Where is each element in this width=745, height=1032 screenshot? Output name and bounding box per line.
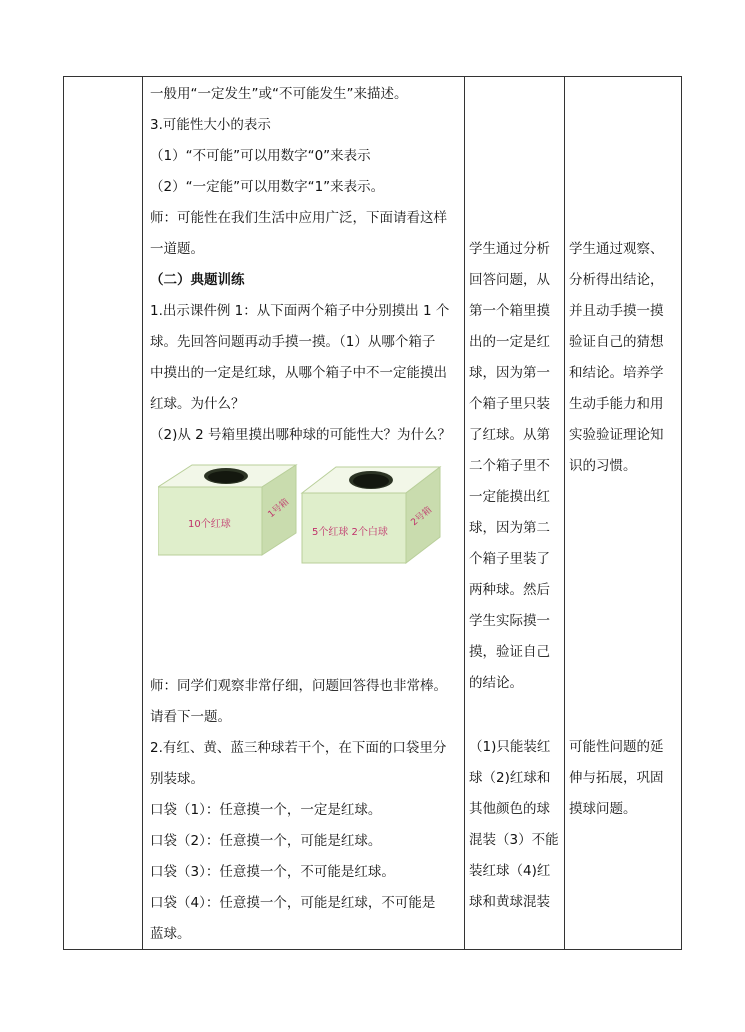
text-line: 可能性问题的延	[569, 739, 664, 755]
column-divider-1	[142, 77, 143, 949]
box-2-label: 5个红球 2个白球	[312, 527, 388, 538]
text-line: 口袋（2）：任意摸一个，可能是红球。	[150, 833, 382, 849]
boxes-figure	[158, 457, 458, 607]
student-activity-block-1	[469, 234, 563, 699]
text-line: 师：可能性在我们生活中应用广泛，下面请看这样	[150, 210, 447, 226]
box-2-side-label: 2号箱	[409, 505, 435, 529]
column-divider-3	[564, 77, 565, 949]
text-line: 口袋（4）：任意摸一个，可能是红球，不可能是	[150, 895, 436, 911]
text-line: 并且动手摸一摸	[569, 303, 664, 319]
text-line: 请看下一题。	[150, 709, 231, 725]
text-line: （1)只能装红	[469, 739, 551, 755]
text-line: 个箱子里装了	[469, 551, 550, 567]
teaching-content-column	[150, 79, 466, 950]
text-line: 2.有红、黄、蓝三种球若干个，在下面的口袋里分	[150, 740, 447, 756]
text-line: 球，因为第一	[469, 365, 550, 381]
text-line: 红球。为什么？	[150, 396, 245, 412]
text-line: 回答问题，从	[469, 272, 550, 288]
text-line: 口袋（1）：任意摸一个，一定是红球。	[150, 802, 382, 818]
text-line: （1）“不可能”可以用数字“0”来表示	[150, 148, 371, 164]
text-line: 别装球。	[150, 771, 204, 787]
text-line: 球，因为第二	[469, 520, 550, 536]
text-line: 学生通过分析	[469, 241, 550, 257]
text-line: 了红球。从第	[469, 427, 550, 443]
section-heading: （二）典题训练	[150, 272, 245, 288]
text-line: 混装（3）不能	[469, 832, 559, 848]
text-line: 其他颜色的球	[469, 801, 550, 817]
box-1-label: 10个红球	[188, 519, 231, 530]
text-line: 师：同学们观察非常仔细，问题回答得也非常棒。	[150, 678, 447, 694]
figure-spacer	[150, 617, 466, 671]
text-line: 分析得出结论，	[569, 272, 664, 288]
text-line: 中摸出的一定是红球，从哪个箱子中不一定能摸出	[150, 365, 447, 381]
text-line: （2)从 2 号箱里摸出哪种球的可能性大？为什么？	[150, 427, 452, 443]
text-line: 一般用“一定发生”或“不可能发生”来描述。	[150, 86, 408, 102]
text-line: 一道题。	[150, 241, 204, 257]
text-line: 实验验证理论知	[569, 427, 664, 443]
student-activity-block-2	[469, 732, 563, 918]
text-line: 球和黄球混装	[469, 894, 550, 910]
text-line: 装红球（4)红	[469, 863, 551, 879]
text-line: 蓝球。	[150, 926, 191, 942]
design-intent-block-2	[569, 732, 679, 825]
text-line: 学生通过观察、	[569, 241, 664, 257]
text-line: 两种球。然后	[469, 582, 550, 598]
boxes-illustration	[158, 457, 458, 607]
text-line: 学生实际摸一	[469, 613, 550, 629]
text-line: 二个箱子里不	[469, 458, 550, 474]
text-line: 3.可能性大小的表示	[150, 117, 271, 133]
text-line: 生动手能力和用	[569, 396, 664, 412]
text-line: 伸与拓展，巩固	[569, 770, 664, 786]
text-line: 球（2)红球和	[469, 770, 551, 786]
text-line: 和结论。培养学	[569, 365, 664, 381]
text-line: （2）“一定能”可以用数字“1”来表示。	[150, 179, 385, 195]
text-line: 验证自己的猜想	[569, 334, 664, 350]
text-line: 摸球问题。	[569, 801, 637, 817]
lesson-table	[63, 76, 682, 950]
text-line: 第一个箱里摸	[469, 303, 550, 319]
text-line: 的结论。	[469, 675, 523, 691]
text-line: 个箱子里只装	[469, 396, 550, 412]
text-line: 1.出示课件例 1：从下面两个箱子中分别摸出 1 个	[150, 303, 450, 319]
design-intent-block-1	[569, 234, 679, 482]
text-line: 识的习惯。	[569, 458, 637, 474]
text-line: 一定能摸出红	[469, 489, 550, 505]
text-line: 口袋（3）：任意摸一个，不可能是红球。	[150, 864, 395, 880]
text-line: 球。先回答问题再动手摸一摸。（1）从哪个箱子	[150, 334, 436, 350]
text-line: 摸，验证自己	[469, 644, 550, 660]
box-1-side-label: 1号箱	[266, 497, 292, 521]
text-line: 出的一定是红	[469, 334, 550, 350]
